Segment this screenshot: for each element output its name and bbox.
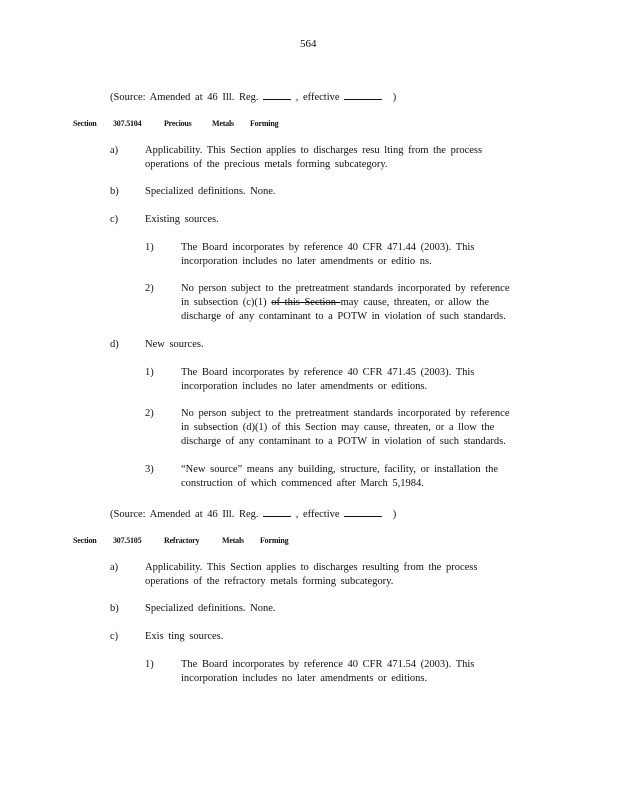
item-text: Existing sources. <box>145 214 219 225</box>
subitem-text: incorporation includes no later amendments or editions. <box>181 381 428 392</box>
section-title-word: Precious <box>164 119 192 128</box>
section-title-word: Metals <box>212 119 234 128</box>
item-marker: b) <box>110 603 119 614</box>
subitem-text <box>181 296 489 310</box>
source-close: ) <box>392 509 397 520</box>
item-text: Applicability. This Section applies to discharges resu lting from the process <box>145 145 483 156</box>
subitem-text: The Board incorporates by reference 40 CFR 471.54 (2003). This <box>181 659 475 670</box>
section-title-word: Forming <box>250 119 279 128</box>
subitem-marker: 1) <box>145 367 154 378</box>
item-text: operations of the refractory metals forming subcategory. <box>145 576 394 587</box>
reg-blank <box>263 88 291 100</box>
source-text: (Source: Amended at 46 Ill. Reg. <box>110 509 259 520</box>
section-word: Section <box>73 119 97 128</box>
effective-text: , effective <box>295 92 340 103</box>
item-marker: a) <box>110 145 119 156</box>
item-text: New sources. <box>145 339 204 350</box>
subitem-text: No person subject to the pretreatment standards incorporated by reference <box>181 408 510 419</box>
subitem-text: incorporation includes no later amendments or editions. <box>181 673 428 684</box>
struck-text: of this Section <box>271 297 341 308</box>
subitem-text: The Board incorporates by reference 40 CFR 471.44 (2003). This <box>181 242 475 253</box>
item-text: Specialized definitions. None. <box>145 603 276 614</box>
page-number: 564 <box>300 38 317 50</box>
source-note <box>110 88 396 105</box>
item-text: operations of the precious metals forming subcategory. <box>145 159 388 170</box>
subitem-text: discharge of any contaminant to a POTW in violation of such standards. <box>181 311 506 322</box>
subitem-marker: 1) <box>145 659 154 670</box>
subitem-marker: 2) <box>145 283 154 294</box>
reg-blank <box>263 505 291 517</box>
item-marker: d) <box>110 339 119 350</box>
effective-blank <box>344 505 382 517</box>
item-text: Specialized definitions. None. <box>145 186 276 197</box>
subitem-text: No person subject to the pretreatment standards incorporated by reference <box>181 283 510 294</box>
effective-blank <box>344 88 382 100</box>
subitem-marker: 3) <box>145 464 154 475</box>
subitem-text: discharge of any contaminant to a POTW in violation of such standards. <box>181 436 506 447</box>
item-marker: b) <box>110 186 119 197</box>
section-title-word: Forming <box>260 536 289 545</box>
subitem-marker: 1) <box>145 242 154 253</box>
subitem-marker: 2) <box>145 408 154 419</box>
effective-text: , effective <box>295 509 340 520</box>
subitem-text-part: in subsection (c)(1) <box>181 297 272 308</box>
subitem-text: in subsection (d)(1) of this Section may cause, threaten, or a llow the <box>181 422 495 433</box>
subitem-text: incorporation includes no later amendments or editio ns. <box>181 256 432 267</box>
section-word: Section <box>73 536 97 545</box>
section-number: 307.5104 <box>113 119 142 128</box>
subitem-text-part: may cause, threaten, or allow the <box>340 297 490 308</box>
source-note <box>110 505 396 522</box>
subitem-text: The Board incorporates by reference 40 CFR 471.45 (2003). This <box>181 367 475 378</box>
section-title-word: Refractory <box>164 536 200 545</box>
section-number: 307.5105 <box>113 536 142 545</box>
subitem-text: construction of which commenced after March 5,1984. <box>181 478 424 489</box>
item-text: Exis ting sources. <box>145 631 224 642</box>
source-text: (Source: Amended at 46 Ill. Reg. <box>110 92 259 103</box>
item-marker: c) <box>110 214 119 225</box>
source-close: ) <box>392 92 397 103</box>
section-title-word: Metals <box>222 536 244 545</box>
item-marker: a) <box>110 562 119 573</box>
subitem-text: “New source” means any building, structure, facility, or installation the <box>181 464 499 475</box>
item-marker: c) <box>110 631 119 642</box>
item-text: Applicability. This Section applies to discharges resulting from the process <box>145 562 478 573</box>
